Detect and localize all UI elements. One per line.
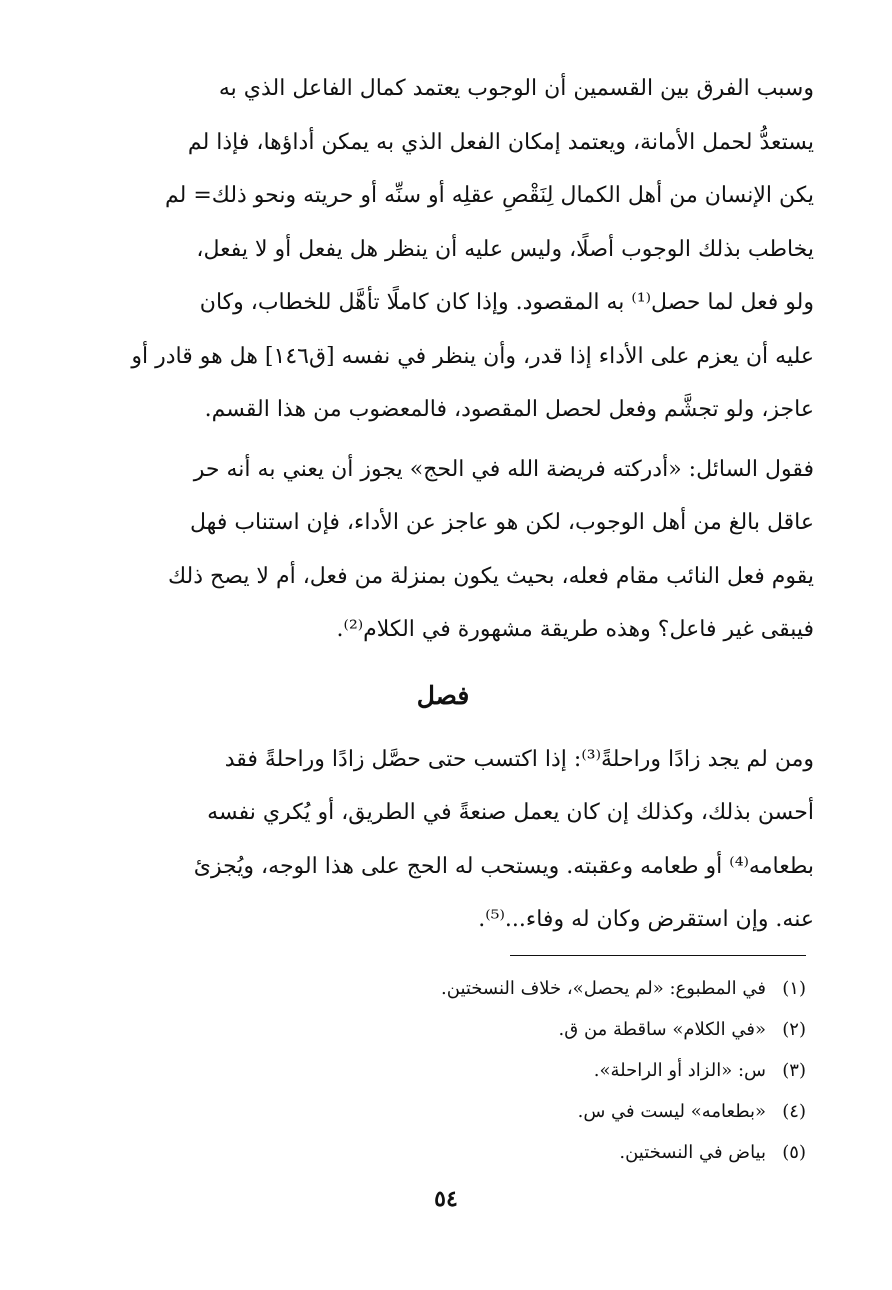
page-body xyxy=(72,62,814,947)
footnote-item xyxy=(72,1050,806,1091)
footnote-item xyxy=(72,968,806,1009)
footnote-number: (٤) xyxy=(782,1101,806,1122)
footnote-text: «في الكلام» ساقطة من ق. xyxy=(558,1019,766,1040)
footnote-text: «بطعامه» ليست في س. xyxy=(577,1101,766,1122)
footnote-item xyxy=(72,1009,806,1050)
footnote-list xyxy=(72,968,806,1173)
footnote-text: بياض في النسختين. xyxy=(619,1142,766,1163)
paragraph-3 xyxy=(72,733,814,947)
footnote-divider xyxy=(510,955,806,956)
footnote-item xyxy=(72,1091,806,1132)
paragraph-1-line: عليه أن يعزم على الأداء إذا قدر، وأن ينظر في نفسه [ق١٤٦] هل هو قادر أو xyxy=(131,343,814,369)
footnote-text: س: «الزاد أو الراحلة». xyxy=(593,1060,766,1081)
paragraph-2-line: فيبقى غير فاعل؟ وهذه طريقة مشهورة في الكلام⁽²⁾. xyxy=(336,617,814,642)
footnote-text: في المطبوع: «لم يحصل»، خلاف النسختين. xyxy=(441,978,766,999)
footnote-item xyxy=(72,1132,806,1173)
footnote-number: (٥) xyxy=(782,1142,806,1163)
paragraph-1 xyxy=(72,62,814,437)
footnote-number: (١) xyxy=(782,978,806,999)
footnotes xyxy=(72,955,806,1173)
paragraph-2-line: عاقل بالغ من أهل الوجوب، لكن هو عاجز عن الأداء، فإن استناب فهل xyxy=(190,510,814,535)
paragraph-3-line: ومن لم يجد زادًا وراحلةً⁽³⁾: إذا اكتسب حتى حصَّل زادًا وراحلةً فقد xyxy=(224,746,814,772)
paragraph-1-line: يستعدُّ لحمل الأمانة، ويعتمد إمكان الفعل الذي به يمكن أداؤها، فإذا لم xyxy=(187,129,814,155)
page-number: ٥٤ xyxy=(434,1186,458,1212)
paragraph-2-line: يقوم فعل النائب مقام فعله، بحيث يكون بمنزلة من فعل، أم لا يصح ذلك xyxy=(168,563,814,589)
paragraph-3-line: عنه. وإن استقرض وكان له وفاء...⁽⁵⁾. xyxy=(478,907,814,932)
section-heading: فصل xyxy=(416,680,470,710)
paragraph-1-line: ولو فعل لما حصل⁽¹⁾ به المقصود. وإذا كان كاملًا تأهَّل للخطاب، وكان xyxy=(199,290,814,315)
footnote-number: (٢) xyxy=(782,1019,806,1040)
footnote-number: (٣) xyxy=(782,1060,806,1081)
paragraph-3-line: بطعامه⁽⁴⁾ أو طعامه وعقبته. ويستحب له الحج على هذا الوجه، ويُجزئ xyxy=(193,853,814,879)
paragraph-3-line: أحسن بذلك، وكذلك إن كان يعمل صنعةً في الطريق، أو يُكري نفسه xyxy=(207,800,814,825)
paragraph-2 xyxy=(72,443,814,657)
paragraph-1-line: وسبب الفرق بين القسمين أن الوجوب يعتمد كمال الفاعل الذي به xyxy=(218,76,814,101)
paragraph-1-line: يخاطب بذلك الوجوب أصلًا، وليس عليه أن ينظر هل يفعل أو لا يفعل، xyxy=(196,236,814,262)
paragraph-1-line: يكن الإنسان من أهل الكمال لِنَقْصِ عقلِه أو سنِّه أو حريته ونحو ذلك= لم xyxy=(165,183,814,208)
paragraph-2-line: فقول السائل: «أدركته فريضة الله في الحج» يجوز أن يعني به أنه حر xyxy=(193,456,814,482)
paragraph-1-line: عاجز، ولو تجشَّم وفعل لحصل المقصود، فالمعضوب من هذا القسم. xyxy=(204,397,814,422)
